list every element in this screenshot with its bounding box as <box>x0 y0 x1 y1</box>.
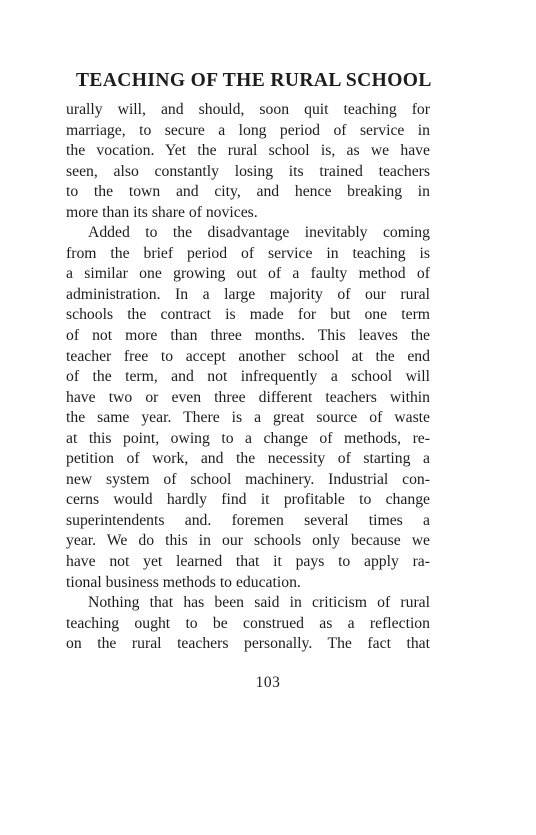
text-line: year. We do this in our schools only because we <box>66 532 430 550</box>
text-line: urally will, and should, soon quit teaching for <box>66 101 430 118</box>
text-line: administration. In a large majority of our rural <box>66 285 430 303</box>
paragraph-start-line: Added to the disadvantage inevitably coming <box>88 224 430 242</box>
paragraph-start-line: Nothing that has been said in criticism of rural <box>88 594 430 612</box>
body-text <box>66 100 430 655</box>
text-line: marriage, to secure a long period of service in <box>66 121 430 139</box>
text-line: petition of work, and the necessity of starting a <box>66 450 430 468</box>
text-line: cerns would hardly find it profitable to change <box>66 491 430 509</box>
text-line: new system of school machinery. Industrial con- <box>66 470 430 488</box>
text-line: at this point, owing to a change of methods, re- <box>66 429 430 447</box>
text-line: have two or even three different teachers within <box>66 388 430 406</box>
page-number: 103 <box>255 674 281 691</box>
text-line: a similar one growing out of a faulty method of <box>66 265 430 283</box>
text-line: to the town and city, and hence breaking in <box>66 183 430 201</box>
text-line: have not yet learned that it pays to apply ra- <box>66 553 430 571</box>
text-line: superintendents and. foremen several times a <box>66 511 430 529</box>
text-line: on the rural teachers personally. The fact that <box>66 635 430 653</box>
text-line: the same year. There is a great source of waste <box>66 409 430 427</box>
text-line: teacher free to accept another school at the end <box>66 347 430 365</box>
text-line: the vocation. Yet the rural school is, as we have <box>66 142 430 160</box>
text-line: teaching ought to be construed as a reflection <box>66 614 430 632</box>
running-head: TEACHING OF THE RURAL SCHOOL <box>76 70 432 91</box>
text-line: schools the contract is made for but one term <box>66 306 430 324</box>
paragraph-end-line: tional business methods to education. <box>66 573 301 591</box>
text-line: of not more than three months. This leaves the <box>66 327 430 345</box>
text-line: from the brief period of service in teaching is <box>66 244 430 262</box>
paragraph-end-line: more than its share of novices. <box>66 203 258 221</box>
text-line: seen, also constantly losing its trained teachers <box>66 162 430 180</box>
text-line: of the term, and not infrequently a school will <box>66 368 430 386</box>
